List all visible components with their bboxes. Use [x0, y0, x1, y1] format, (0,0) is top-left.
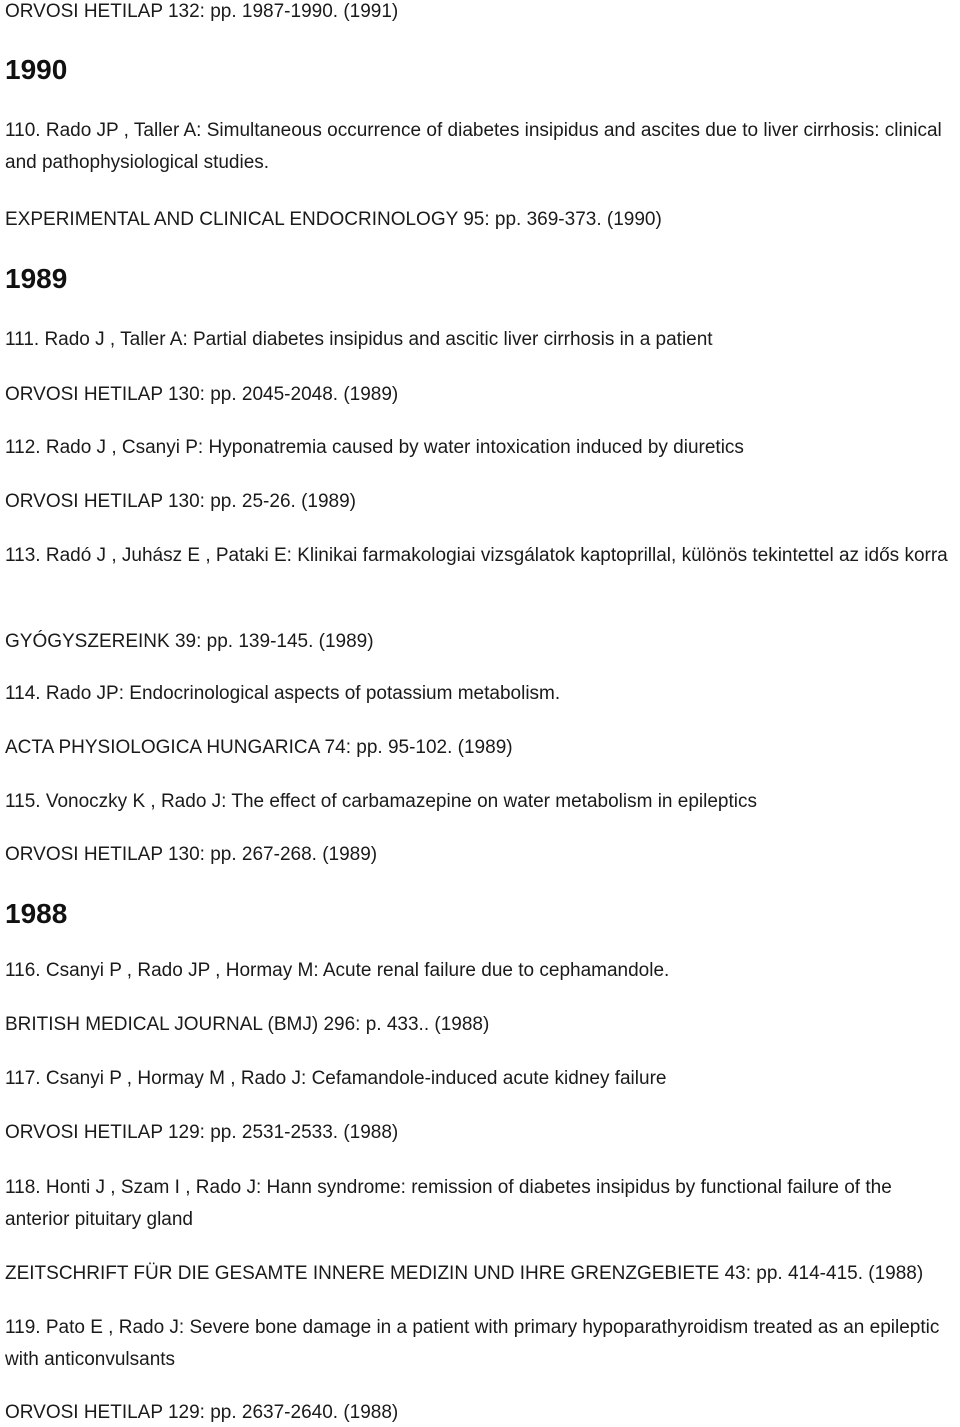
entry-115-source: ORVOSI HETILAP 130: pp. 267-268. (1989) [5, 844, 378, 865]
entry-111-title: 111. Rado J , Taller A: Partial diabetes insipidus and ascitic liver cirrhosis in a patient [5, 329, 713, 350]
entry-112-source: ORVOSI HETILAP 130: pp. 25-26. (1989) [5, 491, 356, 512]
entry-117-title: 117. Csanyi P , Hormay M , Rado J: Cefamandole-induced acute kidney failure [5, 1068, 667, 1089]
entry-118-source: ZEITSCHRIFT FÜR DIE GESAMTE INNERE MEDIZIN UND IHRE GRENZGEBIETE 43: pp. 414-415. (1988) [5, 1263, 924, 1284]
year-heading-1988: 1988 [5, 898, 68, 929]
entry-118-title: 118. Honti J , Szam I , Rado J: Hann syndrome: remission of diabetes insipidus by functional failure of the anterior pituitary gland [5, 1177, 892, 1230]
entry-119-title: 119. Pato E , Rado J: Severe bone damage in a patient with primary hypoparathyroidism treated as an epileptic with anticonvulsants [5, 1317, 940, 1370]
year-heading-1989: 1989 [5, 263, 68, 294]
top-citation-source: ORVOSI HETILAP 132: pp. 1987-1990. (1991) [5, 1, 399, 22]
entry-113-source: GYÓGYSZEREINK 39: pp. 139-145. (1989) [5, 631, 374, 652]
entry-110-source: EXPERIMENTAL AND CLINICAL ENDOCRINOLOGY 95: pp. 369-373. (1990) [5, 209, 662, 230]
entry-119-source: ORVOSI HETILAP 129: pp. 2637-2640. (1988) [5, 1402, 399, 1423]
entry-110-title: 110. Rado JP , Taller A: Simultaneous occurrence of diabetes insipidus and ascites due to liver cirrhosis: clinical and pathophysiological studies. [5, 120, 942, 173]
entry-116-title: 116. Csanyi P , Rado JP , Hormay M: Acute renal failure due to cephamandole. [5, 960, 670, 981]
entry-115-title: 115. Vonoczky K , Rado J: The effect of carbamazepine on water metabolism in epileptics [5, 791, 757, 812]
entry-114-source: ACTA PHYSIOLOGICA HUNGARICA 74: pp. 95-102. (1989) [5, 737, 513, 758]
entry-113-title: 113. Radó J , Juhász E , Pataki E: Klinikai farmakologiai vizsgálatok kaptoprillal, különös tekintettel az idős korra [5, 545, 948, 566]
entry-117-source: ORVOSI HETILAP 129: pp. 2531-2533. (1988) [5, 1122, 399, 1143]
entry-112-title: 112. Rado J , Csanyi P: Hyponatremia caused by water intoxication induced by diuretics [5, 437, 744, 458]
entry-116-source: BRITISH MEDICAL JOURNAL (BMJ) 296: p. 433.. (1988) [5, 1014, 490, 1035]
entry-111-source: ORVOSI HETILAP 130: pp. 2045-2048. (1989) [5, 384, 399, 405]
entry-114-title: 114. Rado JP: Endocrinological aspects of potassium metabolism. [5, 683, 561, 704]
year-heading-1990: 1990 [5, 54, 68, 85]
